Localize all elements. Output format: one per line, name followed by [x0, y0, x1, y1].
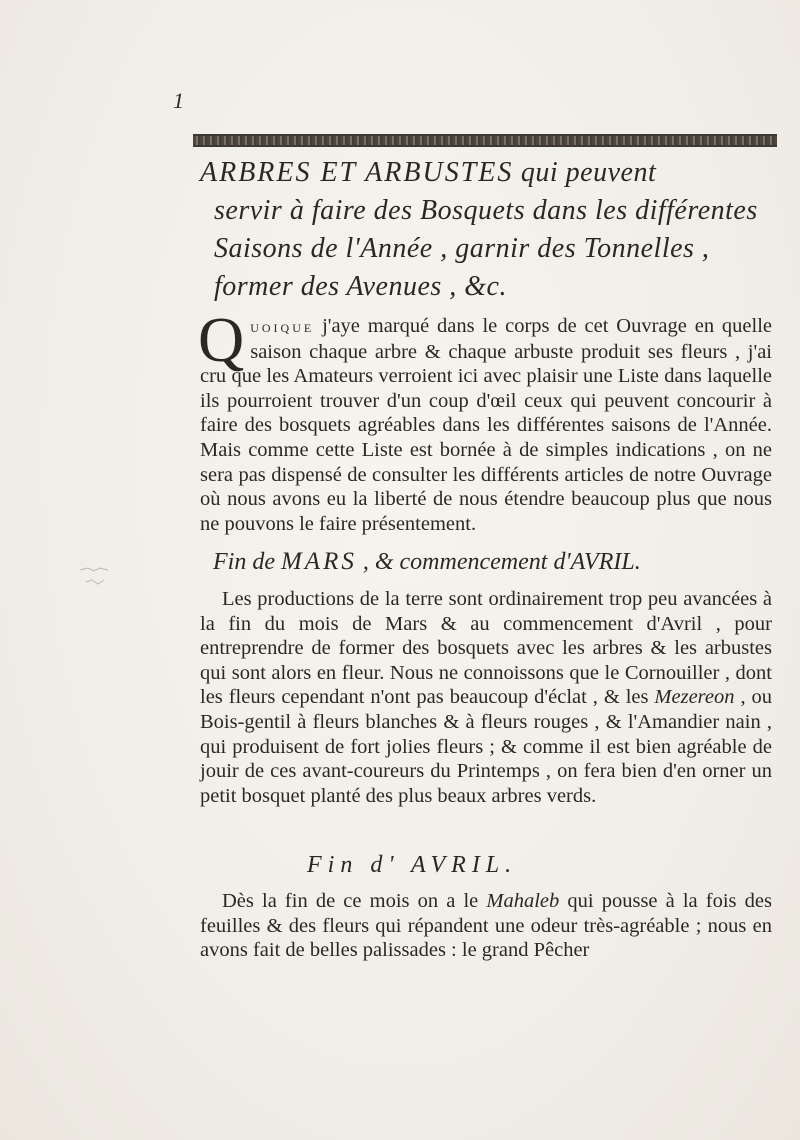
paragraph-fin-avril — [200, 889, 772, 963]
title-line-1 — [200, 154, 790, 192]
intro-paragraph — [198, 304, 772, 536]
paragraph-mars-avril — [200, 587, 772, 808]
title-caps: ARBRES ET ARBUSTES — [200, 157, 514, 188]
para3-text-2: qui pousse à la fois des feuilles & des fleurs qui répandent une odeur très-agréable ; nous en avons fait de belles palissades : le grand Pêcher — [200, 890, 772, 962]
para3-text-1: Dès la fin de ce mois on a le — [222, 890, 487, 912]
page-number: 1 — [173, 88, 184, 113]
drop-cap: Q — [198, 304, 245, 375]
intro-smallcaps: uoique — [250, 317, 315, 336]
para3-italic: Mahaleb — [486, 890, 560, 912]
heading1-pre: Fin de — [213, 549, 281, 575]
chapter-title — [200, 154, 790, 306]
section-heading-fin-avril: Fin d' AVRIL. — [307, 852, 518, 878]
decorative-headband — [193, 134, 777, 147]
title-line-1-rest: qui peuvent — [513, 157, 657, 188]
section-heading-mars-avril — [213, 548, 641, 576]
margin-stain-icon — [78, 562, 158, 592]
title-line-3: Saisons de l'Année , garnir des Tonnelles , — [214, 233, 710, 264]
para2-text-1: Les productions de la terre sont ordinairement trop peu avancées à la fin du mois de Mars & au commencement d'Avril , pour entreprendre de former des bosquets avec les arbres & les arbustes qui sont alors en fleur. Nous ne connoissons que le Cornouiller , dont les fleurs cependant n'ont pas beaucoup d'éclat , & les — [200, 588, 772, 709]
margin-stain — [78, 562, 158, 592]
title-line-4: former des Avenues , &c. — [214, 271, 507, 302]
para2-text-2: , ou Bois-gentil à fleurs blanches & à fleurs rouges , & l'Amandier nain , qui produisent de fort jolies fleurs ; & comme il est bien agréable de jouir de ces avant-coureurs du Printemps , on fera bien d'en orner un petit bosquet planté des plus beaux arbres verds. — [200, 686, 773, 807]
heading1-post: , & commencement d'AVRIL. — [356, 549, 641, 575]
title-line-2: servir à faire des Bosquets dans les différentes — [214, 195, 758, 226]
intro-text: j'aye marqué dans le corps de cet Ouvrage en quelle saison chaque arbre & chaque arbuste produit ses fleurs , j'ai cru que les Amateurs verroient ici avec plaisir une Liste dans laquelle ils pourroient trouver d'un coup d'œil ceux qui peuvent concourir à faire des bosquets agréables dans les différentes saisons de l'Année. Mais comme cette Liste est bornée à de simples indications , on ne sera pas dispensé de consulter les différents articles de notre Ouvrage où nous avons eu la liberté de nous étendre beaucoup plus que nous ne pouvons le faire présentement. — [200, 315, 772, 535]
para2-italic: Mezereon — [654, 686, 735, 709]
heading1-mars: MARS — [280, 548, 357, 575]
